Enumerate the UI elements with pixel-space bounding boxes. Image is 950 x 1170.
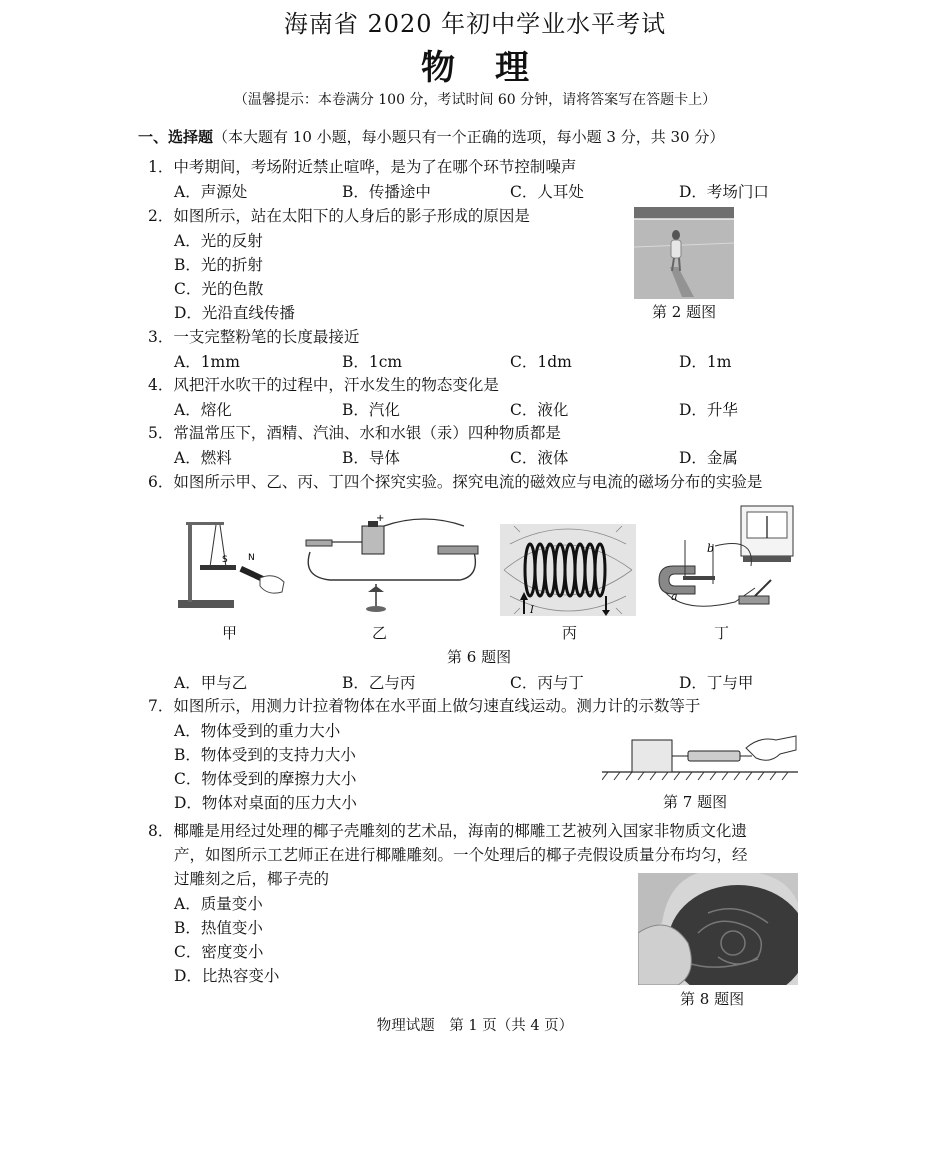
figure-6-label-jia: 甲 [222, 624, 238, 642]
question-1-option-c: C．人耳处 [510, 183, 584, 201]
magnet-pole-s: S [222, 555, 228, 565]
question-8-option-c: C．密度变小 [174, 943, 264, 961]
figure-6-jia [172, 512, 290, 612]
question-3-option-b: B．1cm [342, 353, 403, 371]
question-2-option-b: B．光的折射 [174, 256, 263, 274]
question-4-stem: 4．风把汗水吹干的过程中，汗水发生的物态变化是 [148, 376, 499, 394]
question-8-stem-line-3: 过雕刻之后，椰子壳的 [174, 870, 330, 888]
question-8-option-b: B．热值变小 [174, 919, 263, 937]
question-6-option-d: D．丁与甲 [679, 674, 754, 692]
question-3-stem: 3．一支完整粉笔的长度最接近 [148, 328, 360, 346]
question-5-option-d: D．金属 [679, 449, 738, 467]
question-7-stem: 7．如图所示，用测力计拉着物体在水平面上做匀速直线运动。测力计的示数等于 [148, 697, 701, 715]
question-7-spring-scale-figure [602, 724, 798, 782]
wire-label-b: b [707, 542, 715, 555]
figure-6-label-ding: 丁 [714, 624, 730, 642]
question-4-option-c: C．液化 [510, 401, 569, 419]
question-8-coconut-carving-photo [638, 873, 798, 985]
exam-title: 海南省 2020 年初中学业水平考试 [283, 10, 667, 38]
question-7-option-c: C．物体受到的摩擦力大小 [174, 770, 357, 788]
subject-title: 物理 [421, 48, 569, 88]
question-2-photo-shadow [634, 207, 734, 299]
question-8-option-a: A．质量变小 [174, 895, 263, 913]
question-6-option-a: A．甲与乙 [174, 674, 248, 692]
question-4-option-b: B．汽化 [342, 401, 400, 419]
section-label: 一、选择题 [138, 128, 214, 146]
question-7-caption: 第 7 题图 [663, 793, 728, 811]
question-3-option-d: D．1m [679, 353, 732, 371]
question-2-option-c: C．光的色散 [174, 280, 264, 298]
figure-6-label-yi: 乙 [372, 624, 388, 642]
question-5-option-a: A．燃料 [174, 449, 232, 467]
question-6-option-b: B．乙与丙 [342, 674, 416, 692]
figure-6-bing [500, 524, 636, 616]
question-8-stem-line-1: 8．椰雕是用经过处理的椰子壳雕刻的艺术品，海南的椰雕工艺被列入国家非物质文化遗 [148, 822, 747, 840]
question-4-option-d: D．升华 [679, 401, 738, 419]
exam-tip: （温馨提示：本卷满分 100 分，考试时间 60 分钟，请将答案写在答题卡上） [233, 92, 717, 108]
figure-6-yi [300, 512, 482, 617]
question-6-caption: 第 6 题图 [447, 648, 512, 666]
question-2-option-d: D．光沿直线传播 [174, 304, 295, 322]
question-5-option-b: B．导体 [342, 449, 400, 467]
battery-plus-mark: + [376, 513, 385, 524]
question-1-option-b: B．传播途中 [342, 183, 431, 201]
question-5-option-c: C．液体 [510, 449, 569, 467]
section-heading [138, 126, 724, 147]
figure-6-label-bing: 丙 [562, 624, 578, 642]
question-1-stem: 1．中考期间，考场附近禁止喧哗，是为了在哪个环节控制噪声 [148, 158, 577, 176]
question-8-option-d: D．比热容变小 [174, 967, 280, 985]
question-7-option-a: A．物体受到的重力大小 [174, 722, 341, 740]
question-5-stem: 5．常温常压下，酒精、汽油、水和水银（汞）四种物质都是 [148, 424, 561, 442]
magnet-pole-n: N [248, 553, 255, 563]
wire-label-a: a [671, 590, 678, 603]
current-label: I [530, 605, 534, 616]
question-6-option-c: C．丙与丁 [510, 674, 584, 692]
question-4-option-a: A．熔化 [174, 401, 232, 419]
question-1-option-a: A．声源处 [174, 183, 248, 201]
question-2-option-a: A．光的反射 [174, 232, 263, 250]
question-1-option-d: D．考场门口 [679, 183, 769, 201]
question-3-option-c: C．1dm [510, 353, 572, 371]
question-8-stem-line-2: 产，如图所示工艺师正在进行椰雕雕刻。一个处理后的椰子壳假设质量分布均匀，经 [174, 846, 748, 864]
page-footer: 物理试题 第 1 页（共 4 页） [376, 1018, 574, 1034]
question-2-caption: 第 2 题图 [652, 303, 717, 321]
question-6-stem: 6．如图所示甲、乙、丙、丁四个探究实验。探究电流的磁效应与电流的磁场分布的实验是 [148, 473, 763, 491]
question-8-caption: 第 8 题图 [680, 990, 745, 1008]
figure-6-ding [655, 500, 795, 617]
question-2-stem: 2．如图所示，站在太阳下的人身后的影子形成的原因是 [148, 207, 530, 225]
question-3-option-a: A．1mm [174, 353, 240, 371]
section-note: （本大题有 10 小题，每小题只有一个正确的选项，每小题 3 分，共 30 分） [213, 128, 725, 146]
question-7-option-b: B．物体受到的支持力大小 [174, 746, 356, 764]
question-7-option-d: D．物体对桌面的压力大小 [174, 794, 357, 812]
